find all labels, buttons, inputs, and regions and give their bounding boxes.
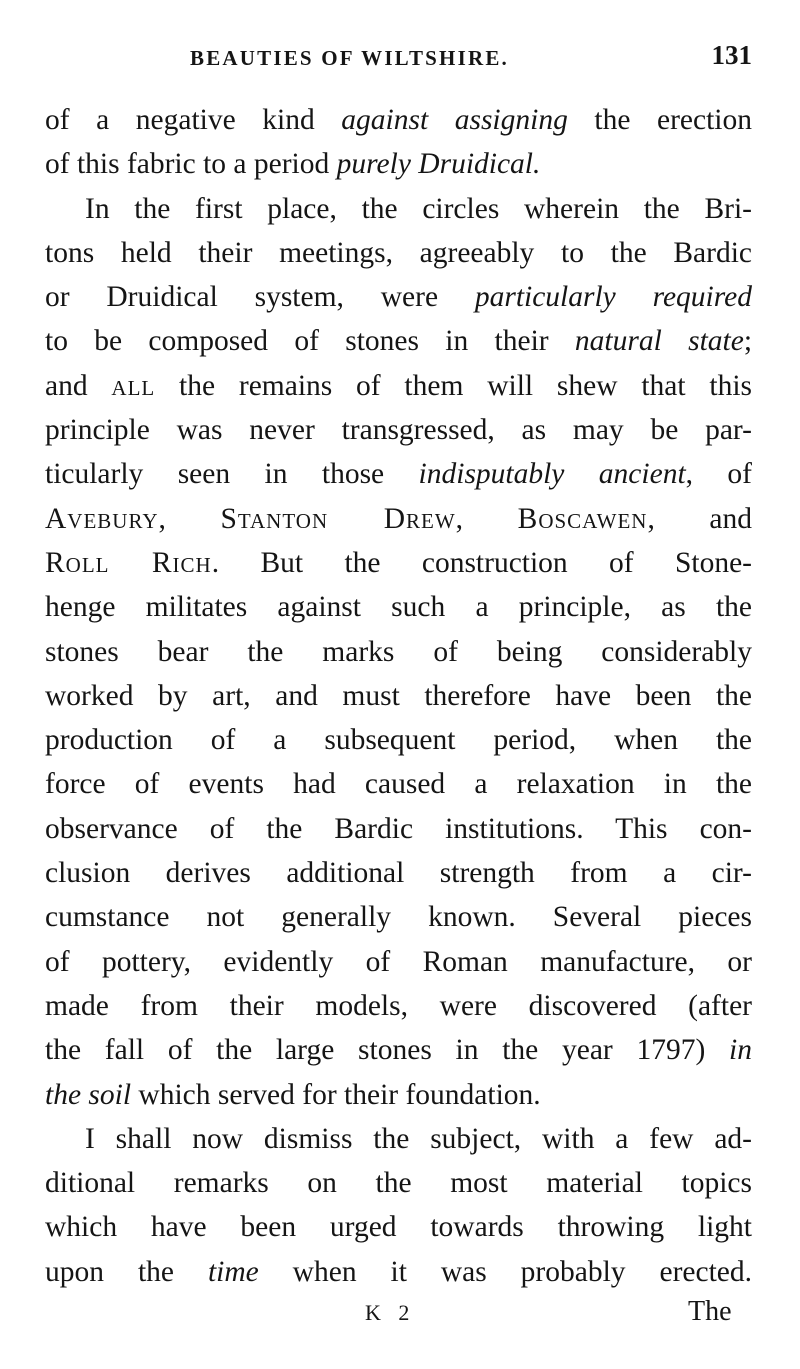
text-segment: the erection [567, 104, 752, 136]
italic-text: indisputably ancient [418, 458, 686, 491]
text-segment: force of events had caused a relaxation in the [45, 768, 752, 801]
text-line [45, 1073, 752, 1117]
small-caps-text: Avebury [45, 502, 159, 535]
text-line [45, 319, 752, 363]
text-line [45, 231, 752, 275]
text-line [45, 984, 752, 1028]
text-line [45, 497, 752, 541]
catchword: The [688, 1296, 732, 1327]
text-line [45, 142, 752, 186]
body-text [45, 98, 752, 1294]
text-line [45, 98, 752, 142]
text-line [45, 275, 752, 319]
text-line [45, 851, 752, 895]
text-segment: ; [743, 325, 753, 358]
text-line [45, 452, 752, 496]
text-segment: worked by art, and must therefore have been the [45, 679, 752, 712]
text-line [45, 408, 752, 452]
text-segment: and [45, 369, 112, 402]
text-segment: principle was never transgressed, as may be par- [45, 414, 752, 447]
text-segment: , and [647, 502, 753, 535]
page-footer [0, 1296, 800, 1336]
text-segment: , [158, 502, 221, 535]
text-segment: of pottery, evidently of Roman manufacture, or [45, 945, 752, 978]
text-line [45, 187, 752, 231]
text-segment: upon the [45, 1255, 208, 1288]
text-segment: when it was probably erected. [258, 1255, 752, 1288]
text-segment: of a negative kind [45, 104, 342, 136]
signature-mark: K 2 [365, 1300, 416, 1325]
text-segment: made from their models, were discovered (after [45, 989, 752, 1022]
text-segment: tons held their meetings, agreeably to the Bardic [45, 236, 752, 269]
text-segment: production of a subsequent period, when the [45, 724, 752, 757]
text-line [45, 1117, 752, 1161]
text-segment: . But the construction of Stone- [211, 546, 753, 579]
text-segment: , of [685, 458, 752, 491]
text-segment: the remains of them will shew that this [155, 369, 752, 402]
text-line [45, 541, 752, 585]
italic-text: purely Druidical. [336, 148, 541, 181]
running-title: BEAUTIES OF WILTSHIRE. [190, 46, 509, 70]
italic-text: natural state [574, 325, 744, 358]
text-segment: which have been urged towards throwing light [45, 1211, 752, 1244]
italic-text: particularly required [474, 281, 752, 314]
text-line [45, 1161, 752, 1205]
text-line [45, 630, 752, 674]
small-caps-text: all [111, 369, 156, 402]
text-segment: , [455, 502, 518, 535]
text-segment: the fall of the large stones in the year 1797) [45, 1034, 730, 1067]
page-number: 131 [711, 40, 752, 70]
italic-text: in [729, 1034, 752, 1067]
text-segment: which served for their foundation. [131, 1078, 541, 1111]
text-line [45, 1205, 752, 1249]
text-line [45, 940, 752, 984]
text-line [45, 762, 752, 806]
text-segment: clusion derives additional strength from a cir- [45, 857, 752, 890]
text-segment: ticularly seen in those [45, 458, 419, 491]
text-line [45, 364, 752, 408]
text-line [45, 718, 752, 762]
small-caps-text: Boscawen [517, 502, 648, 535]
text-segment: observance of the Bardic institutions. This con- [45, 812, 752, 845]
text-line [45, 674, 752, 718]
text-segment: henge militates against such a principle, as the [45, 591, 752, 624]
text-segment: or Druidical system, were [45, 281, 475, 314]
text-segment: stones bear the marks of being considerably [45, 635, 752, 668]
small-caps-text: Roll Rich [45, 546, 212, 579]
text-segment: cumstance not generally known. Several pieces [45, 901, 752, 934]
page-header [190, 40, 752, 76]
text-segment: I shall now dismiss the subject, with a few ad- [85, 1122, 752, 1155]
text-line [45, 585, 752, 629]
text-line [45, 895, 752, 939]
italic-text: the soil [45, 1078, 132, 1111]
text-segment: to be composed of stones in their [45, 325, 575, 358]
text-line [45, 1028, 752, 1072]
text-segment: of this fabric to a period [45, 148, 337, 181]
text-line [45, 1250, 752, 1294]
text-line [45, 807, 752, 851]
small-caps-text: Stanton Drew [220, 502, 456, 535]
italic-text: against assigning [341, 104, 568, 136]
text-segment: In the first place, the circles wherein the Bri- [85, 192, 752, 225]
text-segment: ditional remarks on the most material topics [45, 1167, 752, 1200]
italic-text: time [207, 1255, 259, 1288]
